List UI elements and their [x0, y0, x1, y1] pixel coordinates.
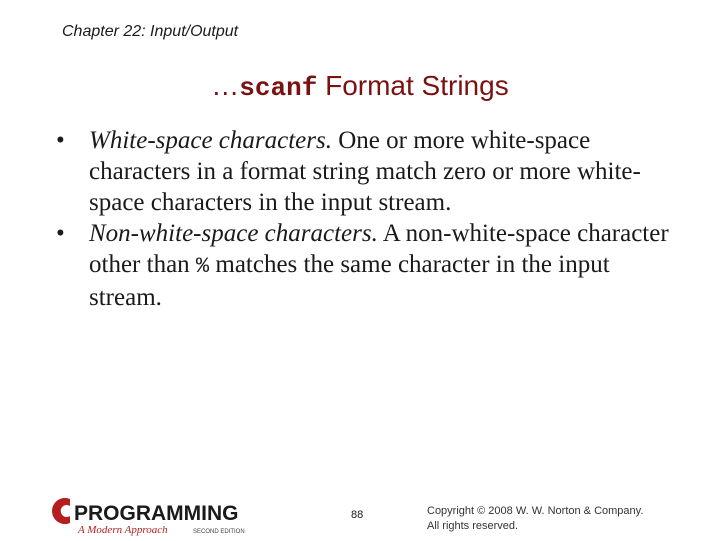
bullet-term: White-space characters.: [89, 127, 332, 154]
title-code: scanf: [239, 73, 318, 103]
bullet-text: A non-white-space character other than: [89, 220, 669, 278]
bullet-code: %: [195, 254, 210, 279]
logo-edition-text: SECOND EDITION: [193, 529, 245, 535]
bullet-term: Non-white-space characters.: [89, 220, 378, 247]
bullet-item: [56, 218, 676, 313]
bullet-text: matches the same character in the input stream.: [89, 251, 610, 311]
bullet-icon: •: [56, 127, 65, 154]
chapter-header: Chapter 22: Input/Output: [62, 23, 239, 40]
logo-sub-text: A Modern Approach: [78, 524, 168, 536]
slide-body: [56, 125, 676, 313]
bullet-text: One or more white-space characters in a format string match zero or more white-space characters in the input stream.: [89, 127, 641, 216]
bullet-item: [56, 125, 676, 218]
copyright-line: Copyright © 2008 W. W. Norton & Company.: [427, 505, 644, 517]
copyright-line: All rights reserved.: [427, 520, 519, 532]
slide-title: [0, 70, 720, 103]
logo-main-text: PROGRAMMING: [74, 502, 239, 525]
title-ellipsis: …: [211, 70, 240, 101]
book-logo-svg: [52, 496, 268, 536]
title-text: Format Strings: [317, 70, 509, 101]
logo-c-icon: [52, 498, 70, 524]
page-number: 88: [351, 509, 364, 521]
book-logo: [52, 496, 268, 536]
bullet-icon: •: [56, 220, 65, 247]
copyright-notice: [427, 504, 643, 534]
